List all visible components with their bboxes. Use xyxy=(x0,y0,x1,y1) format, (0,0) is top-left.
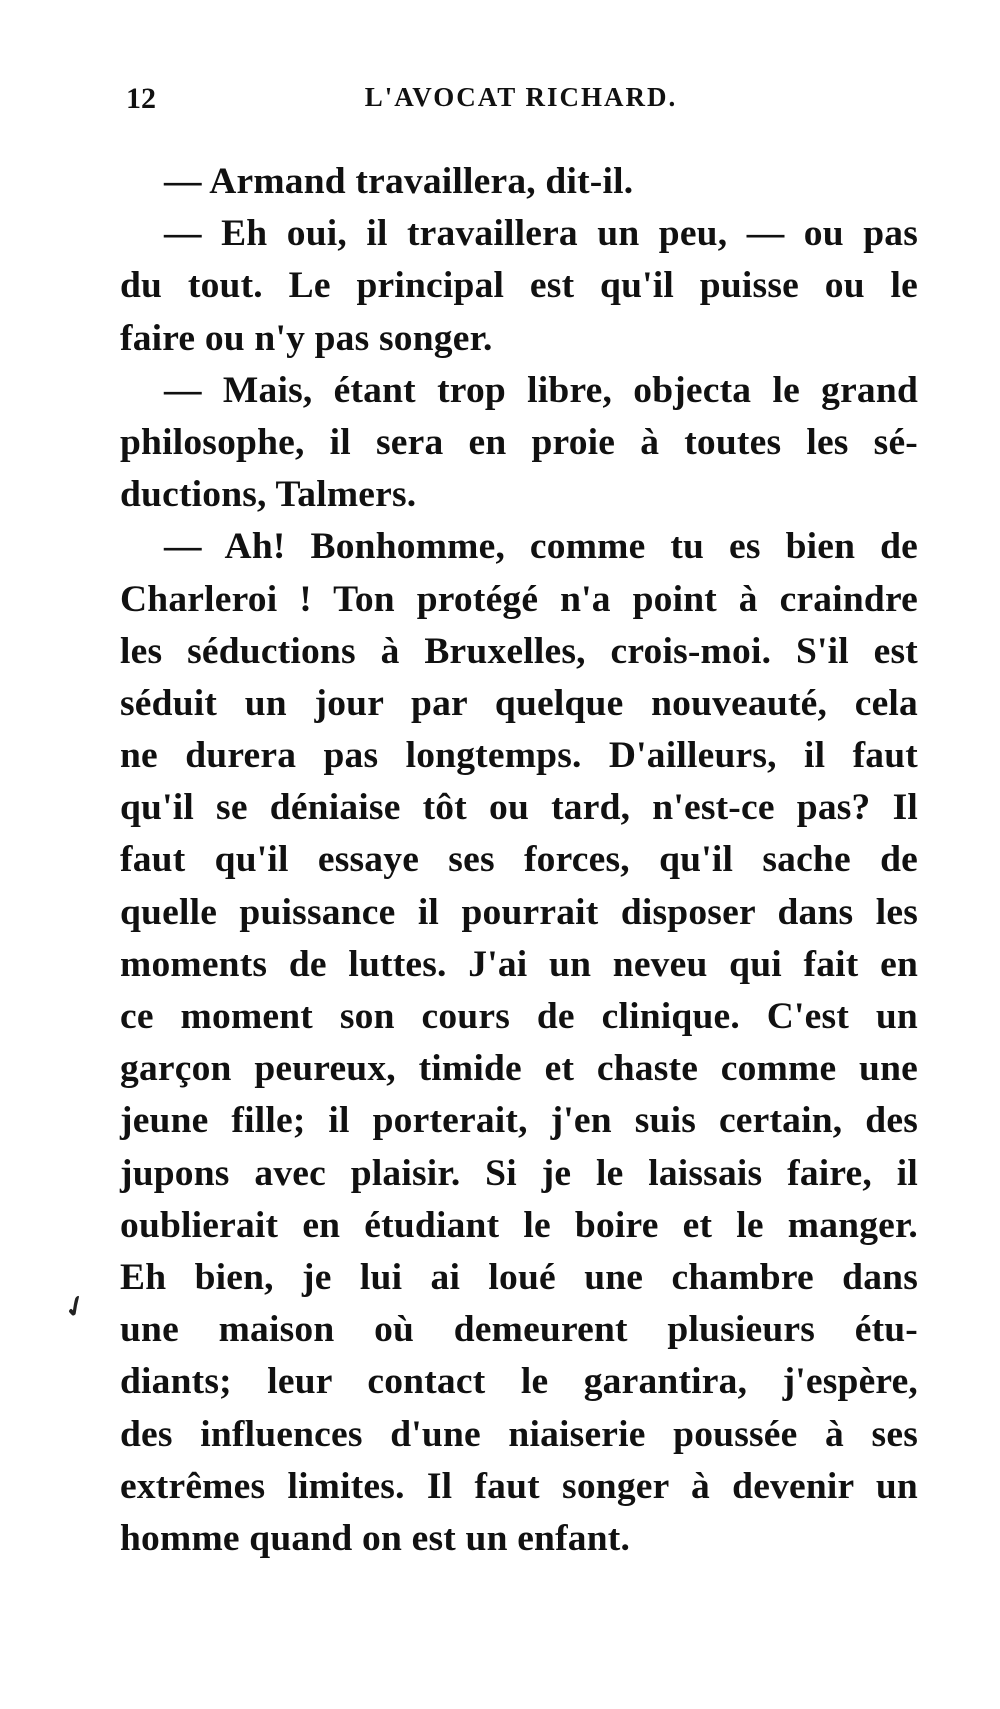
text-line: — Ah! Bonhomme, comme tu es bien de xyxy=(164,526,918,568)
text-line: faut qu'il essaye ses forces, qu'il sache de xyxy=(120,839,918,881)
text-line: diants; leur contact le garantira, j'espère, xyxy=(120,1361,918,1403)
text-line: ne durera pas longtemps. D'ailleurs, il faut xyxy=(120,735,918,777)
text-line: une maison où demeurent plusieurs étu- xyxy=(120,1309,918,1351)
text-line: homme quand on est un enfant. xyxy=(120,1517,631,1559)
text-line: qu'il se déniaise tôt ou tard, n'est-ce pas? Il xyxy=(120,787,918,829)
text-line: ce moment son cours de clinique. C'est un xyxy=(120,996,918,1037)
page-number: 12 xyxy=(126,82,156,115)
text-line: les séductions à Bruxelles, crois-moi. S'il est xyxy=(120,630,918,672)
text-line: séduit un jour par quelque nouveauté, cela xyxy=(120,682,918,724)
text-line: — Eh oui, il travaillera un peu, — ou pas xyxy=(164,213,918,255)
text-line: Charleroi ! Ton protégé n'a point à craindre xyxy=(120,578,918,620)
running-title: L'AVOCAT RICHARD. xyxy=(364,82,678,112)
text-line: extrêmes limites. Il faut songer à devenir un xyxy=(120,1465,918,1507)
running-head xyxy=(126,82,916,122)
text-line: oublierait en étudiant le boire et le manger. xyxy=(120,1204,918,1246)
text-line: jupons avec plaisir. Si je le laissais faire, il xyxy=(120,1152,918,1194)
text-line: des influences d'une niaiserie poussée à ses xyxy=(120,1413,918,1455)
text-line: philosophe, il sera en proie à toutes les sé- xyxy=(120,421,918,463)
text-line: du tout. Le principal est qu'il puisse ou le xyxy=(120,265,918,307)
text-line: Eh bien, je lui ai loué une chambre dans xyxy=(120,1256,918,1298)
text-line: moments de luttes. J'ai un neveu qui fait en xyxy=(120,943,918,985)
text-line: garçon peureux, timide et chaste comme une xyxy=(120,1048,918,1090)
text-line: — Mais, étant trop libre, objecta le grand xyxy=(164,369,918,411)
text-line: quelle puissance il pourrait disposer dans les xyxy=(120,891,918,933)
text-line: ductions, Talmers. xyxy=(120,474,417,516)
margin-check-mark: ✓ xyxy=(58,1288,94,1327)
body-text xyxy=(120,156,918,1565)
text-line: — Armand travaillera, dit-il. xyxy=(164,161,634,202)
text-line: faire ou n'y pas songer. xyxy=(120,317,493,359)
text-line: jeune fille; il porterait, j'en suis certain, des xyxy=(120,1100,918,1142)
